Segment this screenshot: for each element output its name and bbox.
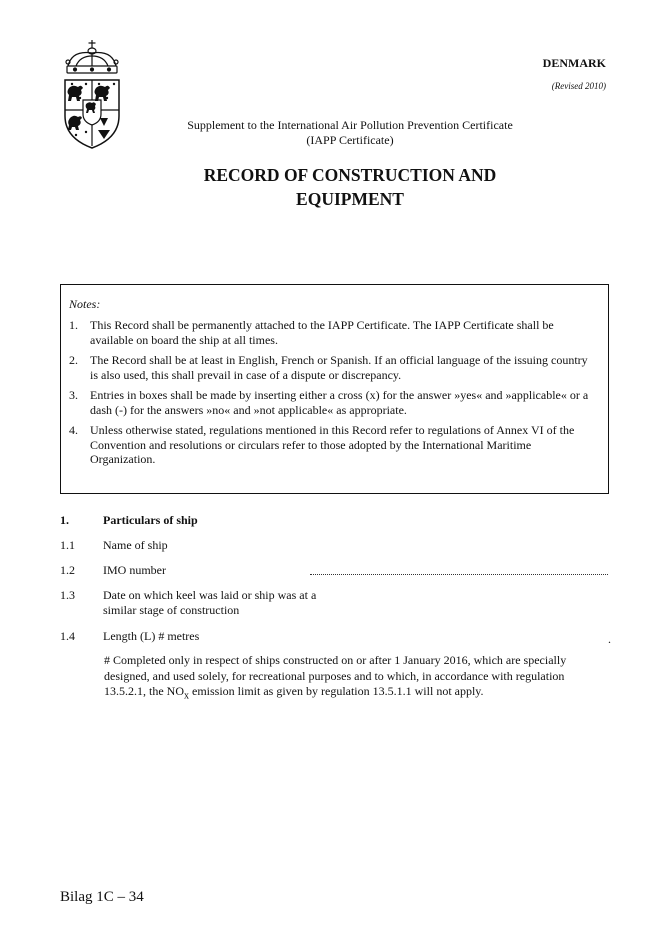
subtitle-line-1: Supplement to the International Air Pollution Prevention Certificate	[187, 118, 513, 132]
page-footer: Bilag 1C – 34	[60, 889, 144, 905]
revision-note: (Revised 2010)	[551, 81, 606, 91]
field-number: 1.3	[60, 588, 75, 602]
note-text: Unless otherwise stated, regulations mentioned in this Record refer to regulations of Annex VI of the Convention and resolutions or circulars refer to those adopted by the International Maritime Organization.	[90, 423, 575, 466]
subtitle-line-2: (IAPP Certificate)	[306, 133, 394, 147]
footnote	[104, 653, 589, 704]
title-line-1: RECORD OF CONSTRUCTION AND	[203, 165, 497, 185]
document-title	[100, 163, 600, 211]
note-number: 3.	[69, 388, 78, 402]
field-label-line-1: Date on which keel was laid or ship was at a	[103, 588, 317, 602]
note-item	[69, 353, 598, 382]
field-label: IMO number	[103, 563, 166, 577]
note-number: 2.	[69, 353, 78, 367]
title-line-2: EQUIPMENT	[296, 189, 404, 209]
footnote-text-1: # Completed only in respect of ships constructed on or after 1 January 2016, which are specially designed, and used solely, for recreational purposes and to which, in accordance with regulation 13.5.2.1, the NO	[104, 653, 567, 698]
field-number: 1.2	[60, 563, 75, 577]
footnote-text-2: emission limit as given by regulation 13.5.1.1 will not apply.	[189, 684, 484, 698]
note-item	[69, 388, 598, 417]
section-title: Particulars of ship	[103, 513, 198, 527]
notes-heading: Notes:	[69, 297, 101, 311]
imo-number-entry-line[interactable]	[310, 574, 608, 575]
section-number: 1.	[60, 513, 69, 527]
field-label: Length (L) # metres	[103, 629, 200, 643]
field-label: Name of ship	[103, 538, 168, 552]
field-label	[103, 588, 316, 618]
field-number: 1.4	[60, 629, 75, 643]
note-number: 4.	[69, 423, 78, 437]
note-item	[69, 423, 598, 467]
note-text: The Record shall be at least in English, French or Spanish. If an official language of the issuing country is also used, this shall prevail in case of a dispute or discrepancy.	[90, 353, 588, 382]
note-text: This Record shall be permanently attached to the IAPP Certificate. The IAPP Certificate shall be available on board the ship at all times.	[90, 318, 554, 347]
note-number: 1.	[69, 318, 78, 332]
field-label-line-2: similar stage of construction	[103, 603, 240, 617]
notes-box	[60, 284, 609, 494]
note-text: Entries in boxes shall be made by inserting either a cross (x) for the answer »yes« and »applicable« or a dash (-) for the answers »no« and »not applicable« as appropriate.	[90, 388, 589, 417]
certificate-subtitle	[100, 118, 600, 148]
note-item	[69, 318, 598, 347]
footnote-subscript: x	[184, 690, 189, 702]
field-number: 1.1	[60, 538, 75, 552]
country-label: DENMARK	[542, 56, 606, 70]
end-mark: .	[608, 632, 611, 646]
